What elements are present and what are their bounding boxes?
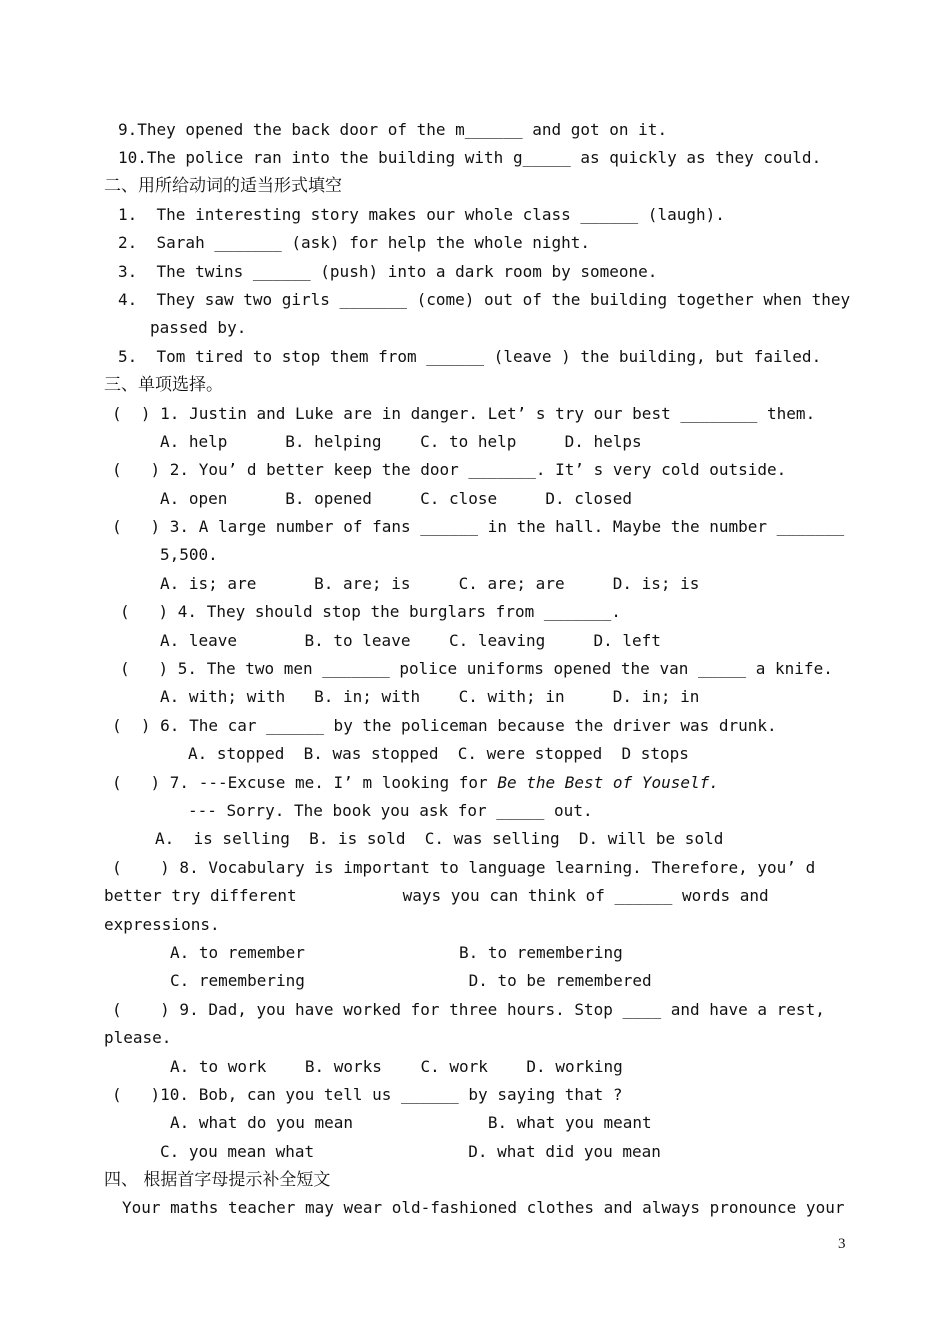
mc-options-1: A. help B. helping C. to help D. helps bbox=[160, 432, 642, 451]
mc-question-7-reply: --- Sorry. The book you ask for _____ out. bbox=[188, 801, 593, 820]
mc-question-7-text: ( ) 7. ---Excuse me. I’ m looking for bbox=[112, 773, 498, 792]
verb-item-4-cont: passed by. bbox=[150, 318, 247, 337]
mc-options-6: A. stopped B. was stopped C. were stopped D stops bbox=[188, 744, 689, 763]
verb-item-3: 3. The twins ______ (push) into a dark room by someone. bbox=[118, 262, 658, 281]
verb-item-2: 2. Sarah _______ (ask) for help the whole night. bbox=[118, 233, 591, 252]
mc-options-3: A. is; are B. are; is C. are; are D. is; is bbox=[160, 574, 700, 593]
mc-question-8-cont2: expressions. bbox=[104, 915, 220, 934]
mc-question-8: ( ) 8. Vocabulary is important to language learning. Therefore, you’ d bbox=[112, 858, 816, 877]
vocab-item-9: 9.They opened the back door of the m______ and got on it. bbox=[118, 120, 668, 139]
mc-options-8-row1: A. to remember B. to remembering bbox=[170, 943, 623, 962]
mc-question-6: ( ) 6. The car ______ by the policeman because the driver was drunk. bbox=[112, 716, 777, 735]
section-3-heading: 三、单项选择。 bbox=[104, 375, 223, 395]
mc-question-10: ( )10. Bob, can you tell us ______ by saying that ? bbox=[112, 1085, 623, 1104]
mc-question-7 bbox=[112, 773, 719, 793]
mc-question-3-cont: 5,500. bbox=[160, 545, 218, 564]
mc-options-10-row2: C. you mean what D. what did you mean bbox=[160, 1142, 661, 1161]
mc-question-4: ( ) 4. They should stop the burglars from _______. bbox=[120, 602, 621, 621]
mc-question-9: ( ) 9. Dad, you have worked for three hours. Stop ____ and have a rest, bbox=[112, 1000, 825, 1019]
cloze-passage-line-1: Your maths teacher may wear old-fashioned clothes and always pronounce your bbox=[122, 1198, 845, 1217]
mc-question-1: ( ) 1. Justin and Luke are in danger. Let’ s try our best ________ them. bbox=[112, 404, 816, 423]
vocab-item-10: 10.The police ran into the building with g_____ as quickly as they could. bbox=[118, 148, 822, 167]
mc-options-10-row1: A. what do you mean B. what you meant bbox=[170, 1113, 652, 1132]
mc-question-5: ( ) 5. The two men _______ police uniforms opened the van _____ a knife. bbox=[120, 659, 833, 678]
verb-item-1: 1. The interesting story makes our whole class ______ (laugh). bbox=[118, 205, 725, 224]
mc-options-5: A. with; with B. in; with C. with; in D. in; in bbox=[160, 687, 700, 706]
verb-item-5: 5. Tom tired to stop them from ______ (leave ) the building, but failed. bbox=[118, 347, 822, 366]
page-number: 3 bbox=[838, 1236, 846, 1252]
section-4-heading: 四、 根据首字母提示补全短文 bbox=[104, 1170, 331, 1190]
mc-question-8-cont: better try different ways you can think of ______ words and bbox=[104, 886, 769, 905]
book-title: Be the Best of Youself. bbox=[497, 773, 719, 792]
mc-options-8-row2: C. remembering D. to be remembered bbox=[170, 971, 652, 990]
mc-options-7: A. is selling B. is sold C. was selling D. will be sold bbox=[155, 829, 724, 848]
mc-options-4: A. leave B. to leave C. leaving D. left bbox=[160, 631, 661, 650]
mc-question-2: ( ) 2. You’ d better keep the door _______. It’ s very cold outside. bbox=[112, 460, 787, 479]
mc-options-9: A. to work B. works C. work D. working bbox=[170, 1057, 623, 1076]
mc-options-2: A. open B. opened C. close D. closed bbox=[160, 489, 633, 508]
section-2-heading: 二、用所给动词的适当形式填空 bbox=[104, 176, 342, 196]
verb-item-4: 4. They saw two girls _______ (come) out of the building together when they bbox=[118, 290, 851, 309]
mc-question-9-cont: please. bbox=[104, 1028, 172, 1047]
mc-question-3: ( ) 3. A large number of fans ______ in the hall. Maybe the number _______ bbox=[112, 517, 845, 536]
